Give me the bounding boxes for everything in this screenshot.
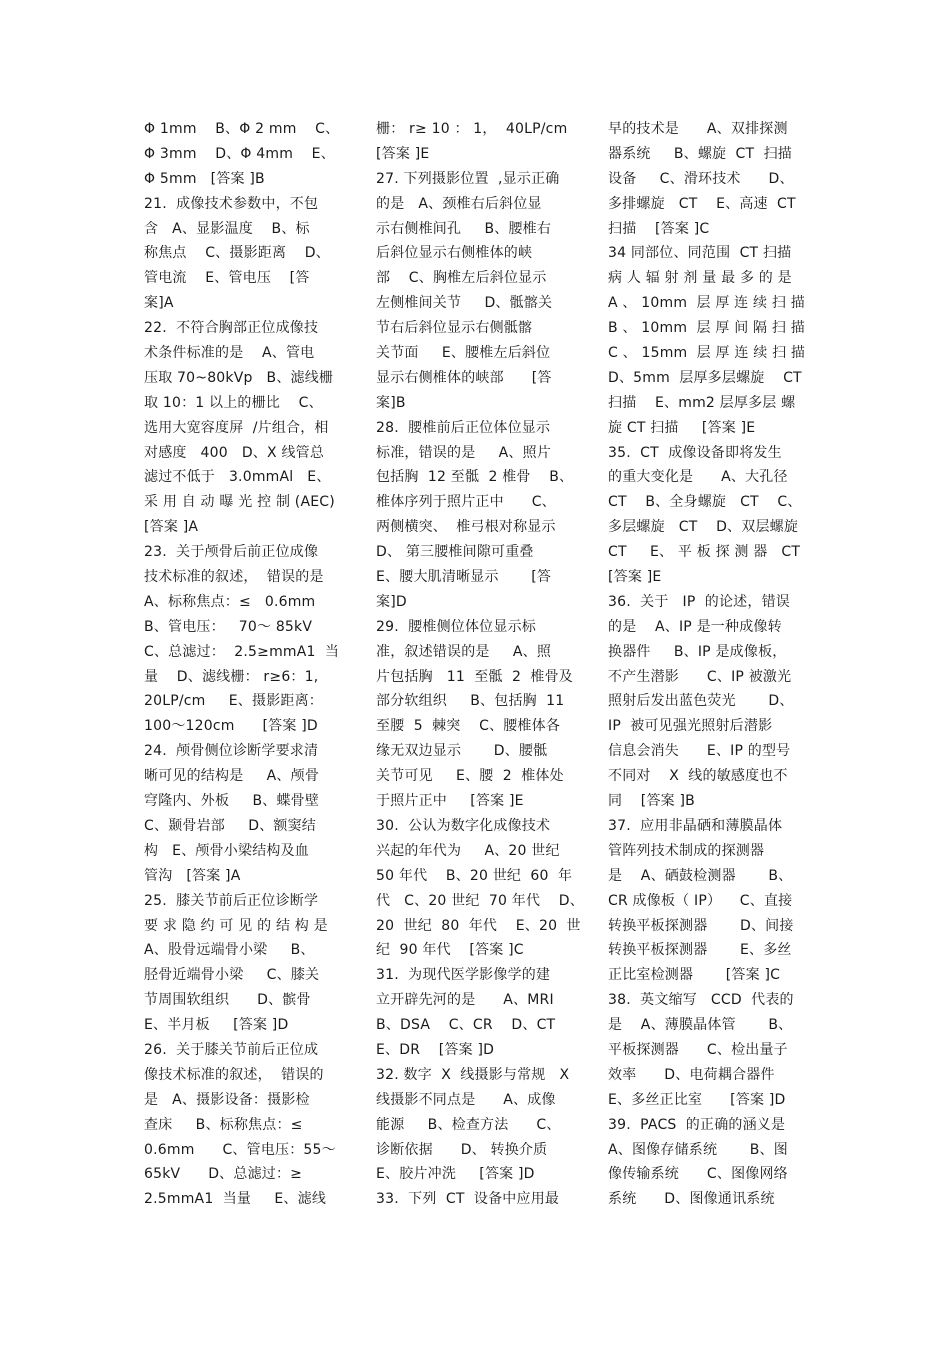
text-line: 32. 数字 X 线摄影与常规 X: [376, 1066, 570, 1083]
text-line: 选用大宽容度屏 /片组合，相: [144, 419, 329, 436]
text-line: 缘无双边显示 D、腰骶: [376, 743, 548, 760]
text-line: [答案 ]E: [376, 145, 430, 162]
text-line: E、多丝正比室 [答案 ]D: [608, 1091, 786, 1108]
text-line: 30. 公认为数字化成像技术: [376, 817, 551, 834]
text-line: E、胶片冲洗 [答案 ]D: [376, 1166, 535, 1183]
text-line: 诊断依据 D、 转换介质: [376, 1141, 548, 1158]
text-line: 节周围软组织 D、髌骨: [144, 992, 311, 1009]
text-line: 于照片正中 [答案 ]E: [376, 793, 524, 810]
text-line: Φ 3mm D、Φ 4mm E、: [144, 145, 335, 162]
text-line: 案]A: [144, 295, 174, 312]
text-line: 不产生潜影 C、IP 被激光: [608, 668, 792, 685]
text-line: 换器件 B、IP 是成像板，: [608, 643, 787, 660]
text-column-left: [144, 117, 344, 1212]
text-line: 29. 腰椎侧位体位显示标: [376, 618, 536, 635]
text-line: 24. 颅骨侧位诊断学要求清: [144, 743, 319, 760]
text-line: B、DSA C、CR D、CT: [376, 1017, 556, 1034]
text-line: 片包括胸 11 至骶 2 椎骨及: [376, 668, 573, 685]
text-line: 病 人 辐 射 剂 量 最 多 的 是: [608, 270, 792, 287]
text-line: 扫描 [答案 ]C: [608, 220, 710, 237]
text-line: 部 C、胸椎左后斜位显示: [376, 270, 547, 287]
text-line: 线摄影不同点是 A、成像: [376, 1091, 556, 1108]
text-line: 33. 下列 CT 设备中应用最: [376, 1191, 560, 1208]
text-line: 立开辟先河的是 A、MRI: [376, 992, 554, 1009]
text-line: 转换平板探测器 D、间接: [608, 917, 794, 934]
text-line: 滤过不低于 3.0mmAl E、: [144, 469, 331, 486]
text-line: 65kV D、总滤过：≥: [144, 1166, 303, 1183]
text-line: 信息会消失 E、IP 的型号: [608, 743, 791, 760]
text-line: 转换平板探测器 E、多丝: [608, 942, 792, 959]
text-line: CR 成像板（ IP） C、直接: [608, 892, 793, 909]
text-line: 39. PACS 的正确的涵义是: [608, 1116, 786, 1133]
text-line: 节右后斜位显示右侧骶髂: [376, 320, 533, 337]
text-line: 平板探测器 C、检出量子: [608, 1041, 788, 1058]
text-line: 22. 不符合胸部正位成像技: [144, 320, 319, 337]
text-line: 管阵列技术制成的探测器: [608, 842, 765, 859]
text-line: D、 第三腰椎间隙可重叠: [376, 544, 534, 561]
text-line: 构 E、颅骨小梁结构及血: [144, 842, 309, 859]
text-line: 栅： r≥ 10 ： 1， 40LP/cm: [376, 121, 568, 137]
text-line: 21. 成像技术参数中，不包: [144, 195, 319, 212]
text-line: 压取 70~80kVp B、滤线栅: [144, 369, 334, 386]
text-line: 28. 腰椎前后正位体位显示: [376, 419, 551, 436]
text-line: 同 [答案 ]B: [608, 793, 695, 810]
text-line: 的是 A、颈椎右后斜位显: [376, 195, 542, 212]
text-line: 后斜位显示右侧椎体的峡: [376, 245, 533, 262]
text-line: 案]D: [376, 593, 407, 610]
text-line: 照射后发出蓝色荧光 D、: [608, 693, 794, 710]
text-line: 代 C、20 世纪 70 年代 D、: [376, 892, 584, 909]
text-line: 23. 关于颅骨后前正位成像: [144, 544, 319, 561]
text-line: 技术标准的叙述， 错误的是: [144, 569, 324, 586]
text-line: 36. 关于 IP 的论述，错误: [608, 593, 790, 610]
text-line: B 、 10mm 层 厚 间 隔 扫 描: [608, 320, 805, 337]
text-line: 37. 应用非晶硒和薄膜晶体: [608, 817, 783, 834]
text-line: 34 同部位、同范围 CT 扫描: [608, 245, 792, 262]
text-line: 示右侧椎间孔 B、腰椎右: [376, 220, 552, 237]
text-column-right: [608, 117, 808, 1212]
text-line: IP 被可见强光照射后潜影: [608, 718, 773, 735]
text-line: [答案 ]A: [144, 519, 199, 536]
text-line: C、颞骨岩部 D、额窦结: [144, 817, 317, 834]
text-line: 器系统 B、螺旋 CT 扫描: [608, 145, 792, 162]
text-line: 的是 A、IP 是一种成像转: [608, 618, 782, 635]
text-line: 关节可见 E、腰 2 椎体处: [376, 768, 564, 785]
text-line: 35. CT 成像设备即将发生: [608, 444, 782, 461]
text-line: 包括胸 12 至骶 2 椎骨 B、: [376, 469, 574, 486]
text-line: 能源 B、检查方法 C、: [376, 1116, 561, 1133]
text-line: 26. 关于膝关节前后正位成: [144, 1041, 319, 1058]
text-line: 多排螺旋 CT E、高速 CT: [608, 195, 796, 212]
text-line: 至腰 5 棘突 C、腰椎体各: [376, 718, 561, 735]
text-line: 对感度 400 D、X 线管总: [144, 444, 325, 461]
text-line: E、腰大肌清晰显示 [答: [376, 569, 552, 586]
text-line: 椎体序列于照片正中 C、: [376, 494, 556, 511]
text-line: CT E、 平 板 探 测 器 CT: [608, 544, 801, 561]
text-line: 100～120cm [答案 ]D: [144, 718, 318, 735]
text-line: 是 A、硒鼓检测器 B、: [608, 867, 793, 884]
text-line: 量 D、滤线栅： r≥6：1,: [144, 668, 319, 685]
text-line: 像技术标准的叙述， 错误的: [144, 1066, 324, 1083]
text-line: 27. 下列摄影位置 ,显示正确: [376, 170, 560, 187]
text-line: 正比室检测器 [答案 ]C: [608, 967, 781, 984]
text-line: C 、 15mm 层 厚 连 续 扫 描: [608, 345, 806, 362]
text-column-middle: [376, 117, 584, 1212]
text-line: 系统 D、图像通讯系统: [608, 1191, 775, 1208]
text-line: 查床 B、标称焦点：≤: [144, 1116, 303, 1133]
text-line: D、5mm 层厚多层螺旋 CT: [608, 369, 802, 386]
text-line: 术条件标准的是 A、管电: [144, 345, 315, 362]
text-line: 的重大变化是 A、大孔径: [608, 469, 788, 486]
text-line: 50 年代 B、20 世纪 60 年: [376, 867, 573, 884]
text-line: [答案 ]E: [608, 569, 662, 586]
text-line: Φ 5mm [答案 ]B: [144, 170, 265, 187]
text-line: 31. 为现代医学影像学的建: [376, 967, 551, 984]
text-line: 部分软组织 B、包括胸 11: [376, 693, 565, 710]
text-line: 多层螺旋 CT D、双层螺旋: [608, 519, 799, 536]
text-line: 采 用 自 动 曝 光 控 制 (AEC): [144, 494, 335, 511]
text-line: A、股骨远端骨小梁 B、: [144, 942, 315, 959]
text-line: CT B、全身螺旋 CT C、: [608, 494, 802, 511]
text-line: 0.6mm C、管电压：55～: [144, 1141, 336, 1158]
text-line: A 、 10mm 层 厚 连 续 扫 描: [608, 295, 805, 312]
text-line: 胫骨近端骨小梁 C、膝关: [144, 967, 320, 984]
text-line: 设备 C、滑环技术 D、: [608, 170, 794, 187]
text-line: 穹隆内、外板 B、蝶骨壁: [144, 793, 320, 810]
text-line: B、管电压： 70～ 85kV: [144, 618, 313, 635]
text-line: A、标称焦点：≤ 0.6mm: [144, 593, 316, 610]
text-line: 2.5mmA1 当量 E、滤线: [144, 1191, 327, 1208]
text-line: 扫描 E、mm2 层厚多层 螺: [608, 394, 796, 411]
text-line: 显示右侧椎体的峡部 [答: [376, 369, 552, 386]
text-line: E、半月板 [答案 ]D: [144, 1017, 289, 1034]
text-line: 要 求 隐 约 可 见 的 结 构 是: [144, 917, 328, 934]
text-line: Φ 1mm B、Φ 2 mm C、: [144, 121, 340, 137]
text-line: 像传输系统 C、图像网络: [608, 1166, 788, 1183]
text-line: 含 A、显影温度 B、标: [144, 220, 310, 237]
text-line: 纪 90 年代 [答案 ]C: [376, 942, 524, 959]
text-line: 左侧椎间关节 D、骶髂关: [376, 295, 553, 312]
text-line: 案]B: [376, 394, 406, 411]
text-line: 取 10：1 以上的栅比 C、: [144, 394, 323, 411]
text-line: 管沟 [答案 ]A: [144, 867, 241, 884]
text-line: 20 世纪 80 年代 E、20 世: [376, 917, 581, 934]
text-line: E、DR [答案 ]D: [376, 1041, 495, 1058]
text-line: 管电流 E、管电压 [答: [144, 270, 310, 287]
text-line: 20LP/cm E、摄影距离：: [144, 693, 324, 710]
text-line: 关节面 E、腰椎左后斜位: [376, 345, 551, 362]
text-line: 晰可见的结构是 A、颅骨: [144, 768, 320, 785]
text-line: 称焦点 C、摄影距离 D、: [144, 245, 330, 262]
text-line: 是 A、摄影设备：摄影检: [144, 1091, 310, 1108]
text-line: 兴起的年代为 A、20 世纪: [376, 842, 560, 859]
text-line: C、总滤过： 2.5≥mmA1 当: [144, 643, 340, 660]
text-line: 不同对 X 线的敏感度也不: [608, 768, 788, 785]
text-line: 标准，错误的是 A、照片: [376, 444, 552, 461]
text-line: 两侧横突、 椎弓根对称显示: [376, 519, 556, 536]
text-line: 25. 膝关节前后正位诊断学: [144, 892, 319, 909]
text-line: 38. 英文缩写 CCD 代表的: [608, 992, 794, 1009]
text-line: 效率 D、电荷耦合器件: [608, 1066, 775, 1083]
text-line: 早的技术是 A、双排探测: [608, 121, 788, 137]
text-line: 是 A、薄膜晶体管 B、: [608, 1017, 793, 1034]
text-line: A、图像存储系统 B、图: [608, 1141, 788, 1158]
text-line: 准，叙述错误的是 A、照: [376, 643, 552, 660]
text-line: 旋 CT 扫描 [答案 ]E: [608, 419, 756, 436]
